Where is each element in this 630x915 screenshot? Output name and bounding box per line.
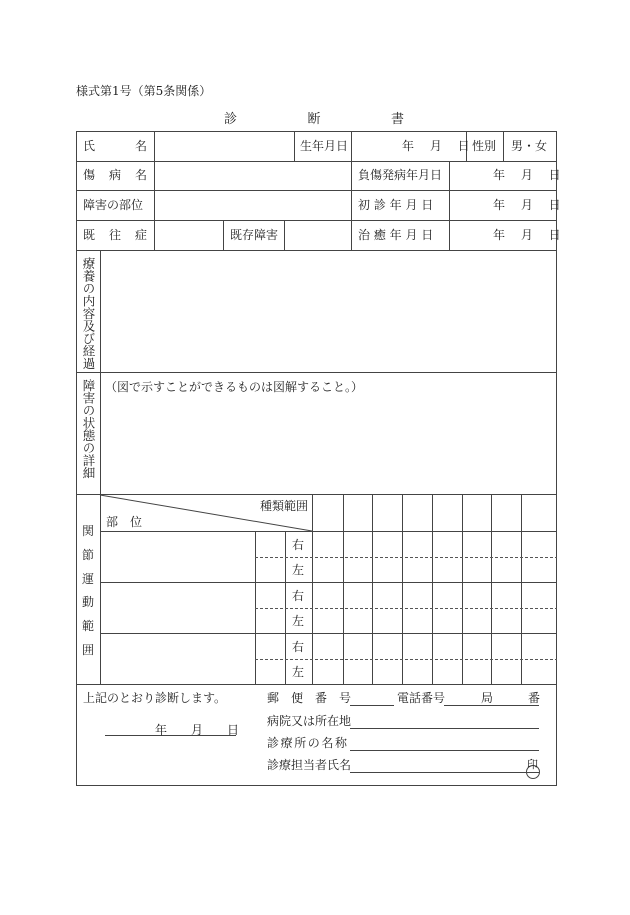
name-field[interactable]: [155, 132, 294, 161]
first-visit-label: 初 診 年 月 日: [358, 198, 434, 212]
injury-name-field[interactable]: [155, 162, 351, 190]
rom-label-char: 動: [81, 595, 94, 610]
onset-date-value[interactable]: 年 月 日: [493, 168, 561, 182]
phone-number-label: 番: [528, 691, 541, 705]
rom-label-char: 節: [81, 547, 94, 562]
rom-header-type-range: 種類範囲: [260, 499, 309, 513]
treatment-label: 療養の内容及び経過: [81, 257, 96, 370]
rom-left-label: 左: [292, 614, 305, 628]
doctor-name-label: 診療担当者氏名: [267, 758, 352, 772]
birth-date-value[interactable]: 年 月 日: [402, 139, 470, 153]
certification-statement: 上記のとおり診断します。: [83, 691, 227, 705]
rom-label-char: 囲: [81, 642, 94, 657]
doctor-name-field[interactable]: [350, 757, 525, 772]
medical-history-label: 既 往 症: [83, 228, 147, 242]
title-char: 書: [390, 112, 404, 127]
title-char: 診: [224, 112, 238, 127]
document-title: [224, 108, 404, 127]
birth-date-label: 生年月日: [300, 139, 349, 153]
clinic-name-label: 診療所の名称: [267, 736, 347, 750]
hospital-address-label: 病院又は所在地: [267, 714, 352, 728]
seal-mark: 印: [527, 758, 538, 771]
rom-joint-field[interactable]: [101, 532, 255, 582]
disability-site-label: 障害の部位: [83, 198, 144, 212]
medical-history-field[interactable]: [155, 221, 223, 250]
phone-exchange-label: 局: [481, 691, 494, 705]
treatment-field[interactable]: [101, 251, 556, 372]
existing-disability-field[interactable]: [285, 221, 351, 250]
rom-joint-field[interactable]: [101, 634, 255, 684]
existing-disability-label: 既存障害: [230, 228, 279, 242]
rom-header-site: 部 位: [106, 515, 143, 529]
rom-right-label: 右: [292, 589, 305, 603]
injury-name-label: 傷 病 名: [83, 168, 147, 182]
rom-left-label: 左: [292, 665, 305, 679]
rom-right-label: 右: [292, 538, 305, 552]
form-reference: 様式第1号（第5条関係）: [76, 84, 212, 98]
hospital-address-field[interactable]: [350, 713, 539, 728]
postal-code-field[interactable]: [350, 690, 394, 705]
range-of-motion-label: [80, 522, 96, 658]
phone-label: 電話番号: [397, 691, 446, 705]
name-label: 氏 名: [83, 139, 147, 153]
disability-site-field[interactable]: [155, 191, 351, 220]
rom-left-label: 左: [292, 563, 305, 577]
disability-detail-label: 障害の状態の詳細: [81, 379, 96, 479]
rom-label-char: 運: [81, 571, 94, 586]
first-visit-value[interactable]: 年 月 日: [493, 198, 561, 212]
disability-detail-field[interactable]: [101, 396, 556, 494]
clinic-name-field[interactable]: [350, 735, 539, 750]
onset-date-label: 負傷発病年月日: [358, 168, 443, 182]
rom-label-char: 関: [81, 524, 94, 538]
certification-date[interactable]: 年 月 日: [155, 723, 240, 737]
cure-date-label: 治 癒 年 月 日: [358, 228, 434, 242]
sex-label: 性別: [472, 139, 497, 153]
rom-right-label: 右: [292, 640, 305, 654]
cure-date-value[interactable]: 年 月 日: [493, 228, 561, 242]
postal-code-label: 郵 便 番 号: [267, 691, 352, 705]
rom-joint-field[interactable]: [101, 583, 255, 633]
rom-label-char: 範: [81, 619, 94, 634]
disability-detail-note: （図で示すことができるものは図解すること。）: [105, 380, 364, 394]
title-char: 断: [307, 112, 321, 127]
sex-options[interactable]: 男・女: [511, 139, 548, 153]
